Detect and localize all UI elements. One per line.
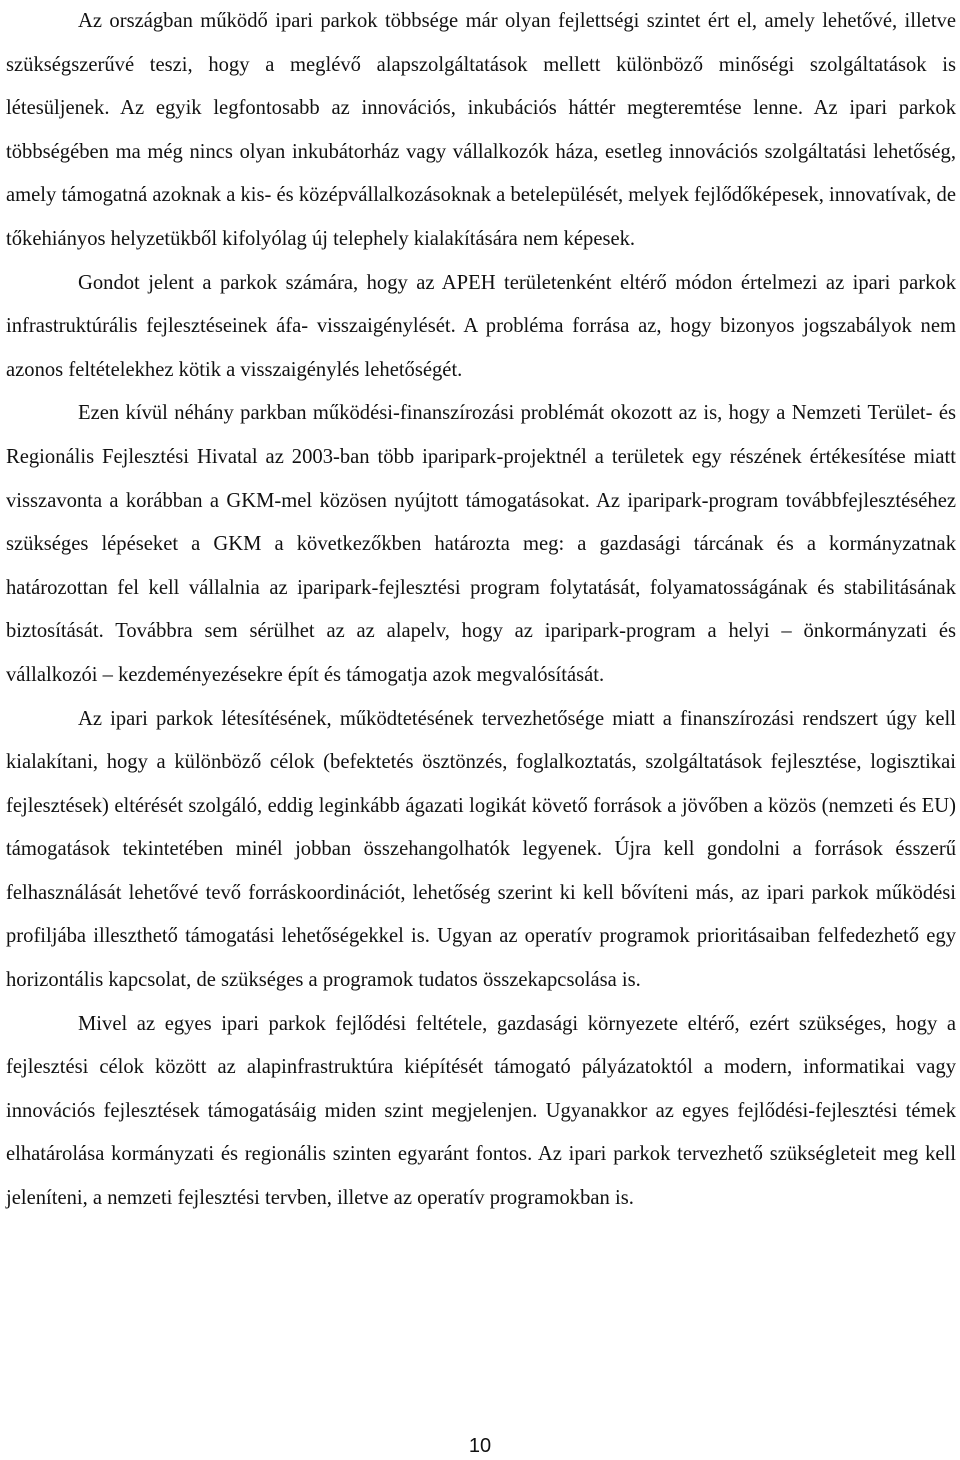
- paragraph-5: Mivel az egyes ipari parkok fejlődési feltétele, gazdasági környezete eltérő, ezért szükséges, hogy a fejlesztési célok között az alapinfrastruktúra kiépítését támogató pályázatoktól a modern, informatikai vagy innovációs fejlesztések támogatásáig miden szint megjelenjen. Ugyanakkor az egyes fejlődési-fejlesztési témek elhatárolása kormányzati és regionális szinten egyaránt fontos. Az ipari parkok tervezhető szükségleteit meg kell jeleníteni, a nemzeti fejlesztési tervben, illetve az operatív programokban is.: [6, 1012, 956, 1210]
- body-text: [6, 0, 956, 1221]
- page-number: 10: [468, 1435, 492, 1457]
- paragraph-4: Az ipari parkok létesítésének, működtetésének tervezhetősége miatt a finanszírozási rendszert úgy kell kialakítani, hogy a különböző célok (befektetés ösztönzés, foglalkoztatás, szolgáltatások fejlesztése, logisztikai fejlesztések) eltérését szolgáló, eddig leginkább ágazati logikát követő források a jövőben a közös (nemzeti és EU) támogatások tekintetében minél jobban összehangolhatók legyenek. Újra kell gondolni a források ésszerű felhasználását lehetővé tevő forráskoordinációt, lehetőség szerint ki kell bővíteni más, az ipari parkok működési profiljába illeszthető támogatási lehetőségekkel is. Ugyan az operatív programok prioritásaiban felfedezhető egy horizontális kapcsolat, de szükséges a programok tudatos összekapcsolása is.: [6, 707, 956, 992]
- paragraph-1: Az országban működő ipari parkok többsége már olyan fejlettségi szintet ért el, amely lehetővé, illetve szükségszerűvé teszi, hogy a meglévő alapszolgáltatások mellett különböző minőségi szolgáltatások is létesüljenek. Az egyik legfontosabb az innovációs, inkubációs háttér megteremtése lenne. Az ipari parkok többségében ma még nincs olyan inkubátorház vagy vállalkozók háza, esetleg innovációs szolgáltatási lehetőség, amely támogatná azoknak a kis- és középvállalkozásoknak a betelepülését, melyek fejlődőképesek, innovatívak, de tőkehiányos helyzetükből kifolyólag új telephely kialakítására nem képesek.: [6, 10, 956, 250]
- paragraph-2: Gondot jelent a parkok számára, hogy az APEH területenként eltérő módon értelmezi az ipari parkok infrastruktúrális fejlesztéseinek áfa- visszaigénylését. A probléma forrása az, hogy bizonyos jogszabályok nem azonos feltételekhez kötik a visszaigénylés lehetőségét.: [6, 271, 956, 381]
- paragraph-3: Ezen kívül néhány parkban működési-finanszírozási problémát okozott az is, hogy a Nemzeti Terület- és Regionális Fejlesztési Hivatal az 2003-ban több iparipark-projektnél a területek egy részének értékesítése miatt visszavonta a korábban a GKM-mel közösen nyújtott támogatásokat. Az iparipark-program továbbfejlesztéséhez szükséges lépéseket a GKM a következőkben határozta meg: a gazdasági tárcának és a kormányzatnak határozottan fel kell vállalnia az iparipark-fejlesztési program folytatását, folyamatosságának és stabilitásának biztosítását. Továbbra sem sérülhet az az alapelv, hogy az iparipark-program a helyi – önkormányzati és vállalkozói – kezdeményezésekre épít és támogatja azok megvalósítását.: [6, 402, 956, 686]
